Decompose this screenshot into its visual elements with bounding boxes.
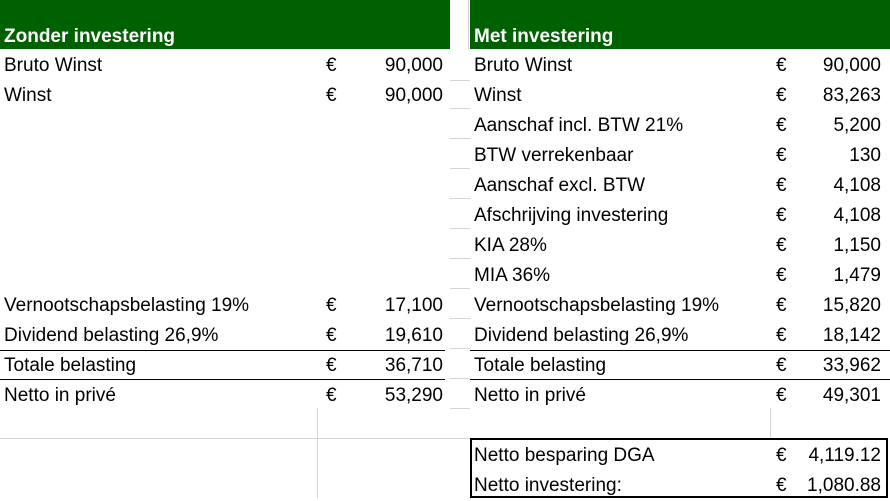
gridline [450,138,470,139]
right-value-cell[interactable]: 1,479 [833,265,881,286]
right-currency-cell[interactable]: € [776,85,787,106]
right-value-cell[interactable]: 33,962 [822,355,881,376]
summary-box-right [886,438,888,498]
table-row [0,291,890,321]
table-row [0,411,890,441]
left-currency-cell[interactable]: € [326,295,337,316]
gridline [0,438,470,439]
table-row [0,201,890,231]
total-border-bottom [470,379,890,380]
right-currency-cell[interactable] [776,411,796,441]
gridline [450,228,470,229]
right-value-cell[interactable]: 15,820 [822,295,881,316]
left-label-cell[interactable] [4,171,314,201]
right-label-cell[interactable]: Winst [474,85,522,106]
left-value-cell[interactable] [346,411,443,441]
right-currency-cell[interactable]: € [776,265,787,286]
total-border-top [470,350,890,351]
table-row [0,141,890,171]
left-currency-cell[interactable] [326,411,346,441]
right-value-cell[interactable]: 5,200 [833,115,881,136]
right-currency-cell[interactable]: € [776,325,787,346]
right-label-cell[interactable]: Vernootschapsbelasting 19% [474,295,720,316]
table-row [0,51,890,81]
left-value-cell[interactable] [346,201,443,231]
left-value-cell[interactable]: 53,290 [384,385,443,406]
left-label-cell[interactable]: Bruto Winst [4,55,103,76]
right-label-cell[interactable]: Netto in privé [474,385,586,406]
gridline [450,288,470,289]
left-label-cell[interactable]: Totale belasting [4,355,137,376]
right-label-cell[interactable]: Aanschaf incl. BTW 21% [474,115,684,136]
right-value-cell[interactable]: 130 [849,145,881,166]
right-value-cell[interactable]: 1,080.88 [807,475,881,496]
left-currency-cell[interactable] [326,141,346,171]
right-currency-cell[interactable]: € [776,55,787,76]
left-label-cell[interactable] [4,201,314,231]
gridline [317,408,318,498]
gridline [450,378,470,379]
right-currency-cell[interactable]: € [776,475,787,496]
gridline [450,318,470,319]
right-currency-cell[interactable]: € [776,385,787,406]
right-label-cell[interactable]: Aanschaf excl. BTW [474,175,646,196]
right-currency-cell[interactable]: € [776,115,787,136]
right-label-cell[interactable] [474,411,774,441]
left-value-cell[interactable] [346,231,443,261]
left-currency-cell[interactable] [326,201,346,231]
right-value-cell[interactable]: 1,150 [833,235,881,256]
left-value-cell[interactable]: 19,610 [384,325,443,346]
header-zonder-investering[interactable]: Zonder investering [0,0,450,49]
right-value-cell[interactable]: 4,108 [833,205,881,226]
left-label-cell[interactable] [4,441,314,471]
left-currency-cell[interactable]: € [326,85,337,106]
right-label-cell[interactable]: MIA 36% [474,265,551,286]
right-label-cell[interactable]: BTW verrekenbaar [474,145,634,166]
left-currency-cell[interactable] [326,171,346,201]
left-currency-cell[interactable]: € [326,55,337,76]
left-currency-cell[interactable]: € [326,385,337,406]
left-label-cell[interactable] [4,411,314,441]
left-currency-cell[interactable] [326,471,346,501]
left-value-cell[interactable] [346,111,443,141]
left-currency-cell[interactable] [326,441,346,471]
right-value-cell[interactable]: 4,108 [833,175,881,196]
table-row [0,351,890,381]
left-currency-cell[interactable]: € [326,325,337,346]
right-label-cell[interactable]: Afschrijving investering [474,205,669,226]
gridline [468,0,469,49]
left-value-cell[interactable]: 36,710 [384,355,443,376]
gridline [450,258,470,259]
right-currency-cell[interactable]: € [776,205,787,226]
left-value-cell[interactable] [346,171,443,201]
table-row [0,261,890,291]
left-label-cell[interactable] [4,231,314,261]
left-label-cell[interactable] [4,141,314,171]
right-currency-cell[interactable]: € [776,355,787,376]
right-label-cell[interactable]: Dividend belasting 26,9% [474,325,689,346]
left-value-cell[interactable] [346,471,443,501]
gridline [450,108,470,109]
right-value-cell[interactable]: 90,000 [822,55,881,76]
table-row [0,441,890,471]
table-row [0,381,890,411]
gridline [450,348,470,349]
gridline [450,168,470,169]
left-currency-cell[interactable] [326,111,346,141]
gridline [450,80,470,81]
right-label-cell[interactable]: KIA 28% [474,235,547,256]
right-label-cell[interactable]: Bruto Winst [474,55,573,76]
right-label-cell[interactable]: Netto besparing DGA [474,445,655,466]
left-label-cell[interactable]: Vernootschapsbelasting 19% [4,295,250,316]
gridline [450,198,470,199]
header-met-investering[interactable]: Met investering [470,0,890,49]
right-label-cell[interactable]: Netto investering: [474,475,622,496]
left-value-cell[interactable] [346,261,443,291]
left-currency-cell[interactable] [326,261,346,291]
left-label-cell[interactable]: Netto in privé [4,385,116,406]
left-value-cell[interactable] [346,441,443,471]
right-value-cell[interactable] [796,411,881,441]
left-value-cell[interactable]: 90,000 [384,85,443,106]
summary-box-left [470,438,472,498]
right-label-cell[interactable]: Totale belasting [474,355,607,376]
right-currency-cell[interactable]: € [776,295,787,316]
right-value-cell[interactable]: 49,301 [822,385,881,406]
left-label-cell[interactable]: Winst [4,85,52,106]
left-label-cell[interactable] [4,261,314,291]
left-currency-cell[interactable]: € [326,355,337,376]
left-label-cell[interactable] [4,471,314,501]
left-label-cell[interactable]: Dividend belasting 26,9% [4,325,219,346]
left-value-cell[interactable]: 17,100 [384,295,443,316]
right-value-cell[interactable]: 4,119.12 [808,445,881,466]
left-currency-cell[interactable] [326,231,346,261]
right-value-cell[interactable]: 18,142 [822,325,881,346]
right-value-cell[interactable]: 83,263 [822,85,881,106]
summary-box-top [470,438,888,440]
table-row [0,321,890,351]
left-label-cell[interactable] [4,111,314,141]
total-border-top [0,350,445,351]
left-value-cell[interactable] [346,141,443,171]
table-row [0,171,890,201]
right-currency-cell[interactable]: € [776,145,787,166]
table-row [0,231,890,261]
right-currency-cell[interactable]: € [776,235,787,256]
table-row [0,81,890,111]
right-currency-cell[interactable]: € [776,445,787,466]
total-border-bottom [0,379,445,380]
gridline [770,408,771,438]
gridline [450,408,470,409]
left-value-cell[interactable]: 90,000 [384,55,443,76]
table-row [0,111,890,141]
right-currency-cell[interactable]: € [776,175,787,196]
